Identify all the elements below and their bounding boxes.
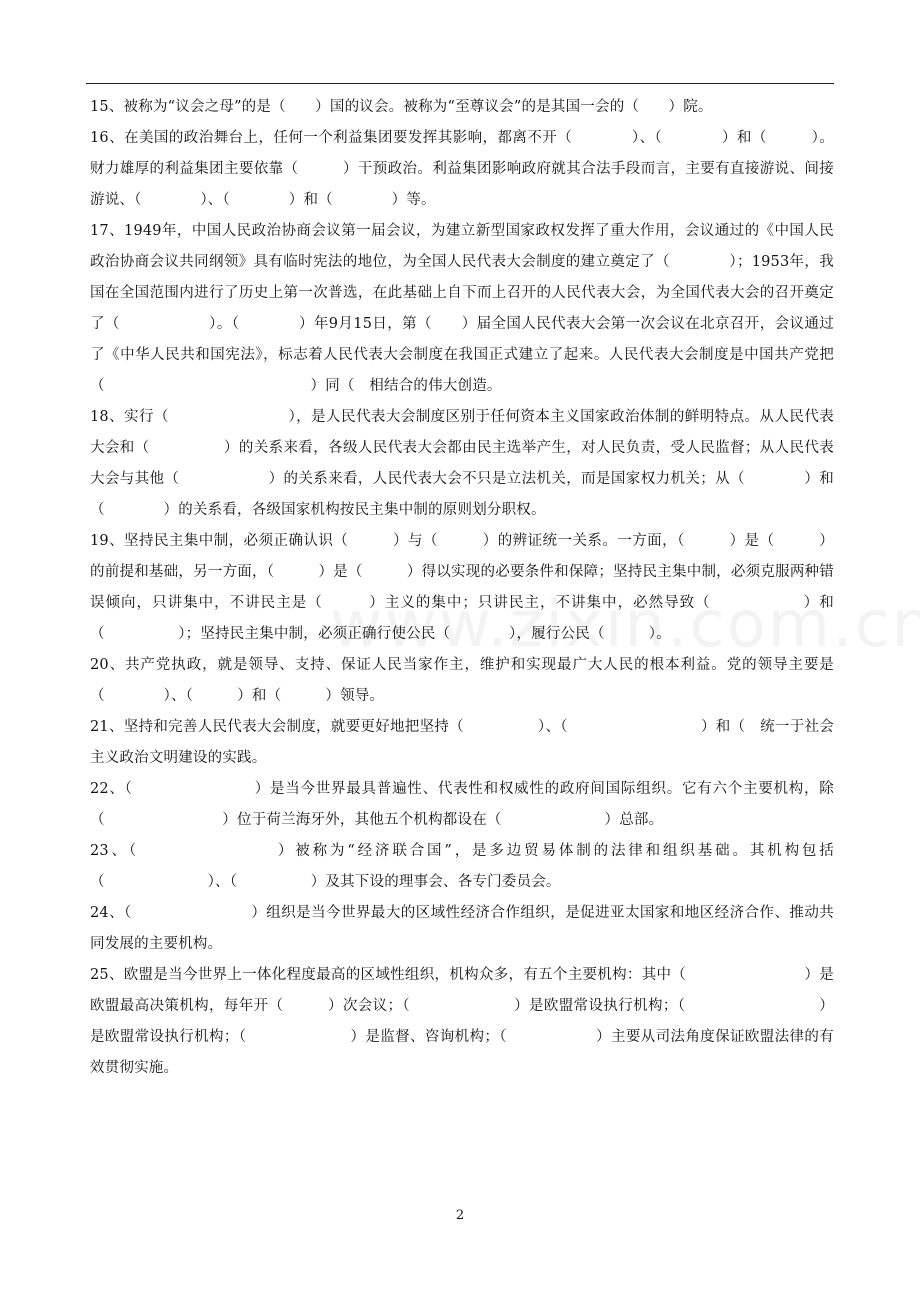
question-22: 22、（ ）是当今世界最具普遍性、代表性和权威性的政府间国际组织。它有六个主要机构，除（ ）位于荷兰海牙外，其他五个机构都设在（ ）总部。 xyxy=(90,781,834,828)
question-17: 17、1949年，中国人民政治协商会议第一届会议，为建立新型国家政权发挥了重大作用，会议通过的《中国人民政治协商会议共同纲领》具有临时宪法的地位，为全国人民代表大会制度的建立奠定了（ ）；1953年，我国在全国范围内进行了历史上第一次普选，在此基础上自下而上召开的人民代表大会，为全国代表大会的召开奠定了（ ）。（ ）年9月15日，第（ ）届全国人民代表大会第一次会议在北京召开，会议通过了《中华人民共和国宪法》，标志着人民代表大会制度在我国正式建立了起来。人民代表大会制度是中国共产党把（ ）同（ 相结合的伟大创造。 xyxy=(90,223,834,394)
question-16: 16、在美国的政治舞台上，任何一个利益集团要发挥其影响，都离不开（ ）、（ ）和（ ）。财力雄厚的利益集团主要依靠（ ）干预政治。利益集团影响政府就其合法手段而言，主要有直接游说、间接游说、（ ）、（ ）和（ ）等。 xyxy=(90,130,834,208)
question-19: 19、坚持民主集中制，必须正确认识（ ）与（ ）的辨证统一关系。一方面，（ ）是（ ）的前提和基础，另一方面，（ ）是（ ）得以实现的必要条件和保障；坚持民主集中制，必须克服两种错误倾向，只讲集中，不讲民主是（ ）主义的集中；只讲民主，不讲集中，必然导致（ ）和（ ）；坚持民主集中制，必须正确行使公民（ ），履行公民（ ）。 xyxy=(90,533,834,642)
question-24: 24、（ ）组织是当今世界最大的区域性经济合作组织，是促进亚太国家和地区经济合作、推动共同发展的主要机构。 xyxy=(90,905,834,952)
question-15: 15、被称为“议会之母”的是（ ）国的议会。被称为“至尊议会”的是其国一会的（ ）院。 xyxy=(90,99,713,115)
question-25: 25、欧盟是当今世界上一体化程度最高的区域性组织，机构众多，有五个主要机构：其中（ ）是欧盟最高决策机构，每年开（ ）次会议；（ ）是欧盟常设执行机构；（ ）是欧盟常设执行机构；（ ）是监督、咨询机构；（ ）主要从司法角度保证欧盟法律的有效贯彻实施。 xyxy=(90,967,834,1076)
question-21: 21、坚持和完善人民代表大会制度，就要更好地把坚持（ ）、（ ）和（ 统一于社会主义政治文明建设的实践。 xyxy=(90,719,834,766)
question-23: 23、（ ）被称为“经济联合国”，是多边贸易体制的法律和组织基础。其机构包括（ ）、（ ）及其下设的理事会、各专门委员会。 xyxy=(90,843,834,890)
page-number: 2 xyxy=(455,1208,465,1223)
question-18: 18、实行（ ），是人民代表大会制度区别于任何资本主义国家政治体制的鲜明特点。从人民代表大会和（ ）的关系来看，各级人民代表大会都由民主选举产生，对人民负责，受人民监督；从人民代表大会与其他（ ）的关系来看，人民代表大会不只是立法机关，而是国家权力机关；从（ ）和（ ）的关系看，各级国家机构按民主集中制的原则划分职权。 xyxy=(90,409,834,518)
question-20: 20、共产党执政，就是领导、支持、保证人民当家作主，维护和实现最广大人民的根本利益。党的领导主要是（ ）、（ ）和（ ）领导。 xyxy=(90,657,834,704)
watermark xyxy=(330,588,920,662)
header-rule xyxy=(86,83,834,84)
